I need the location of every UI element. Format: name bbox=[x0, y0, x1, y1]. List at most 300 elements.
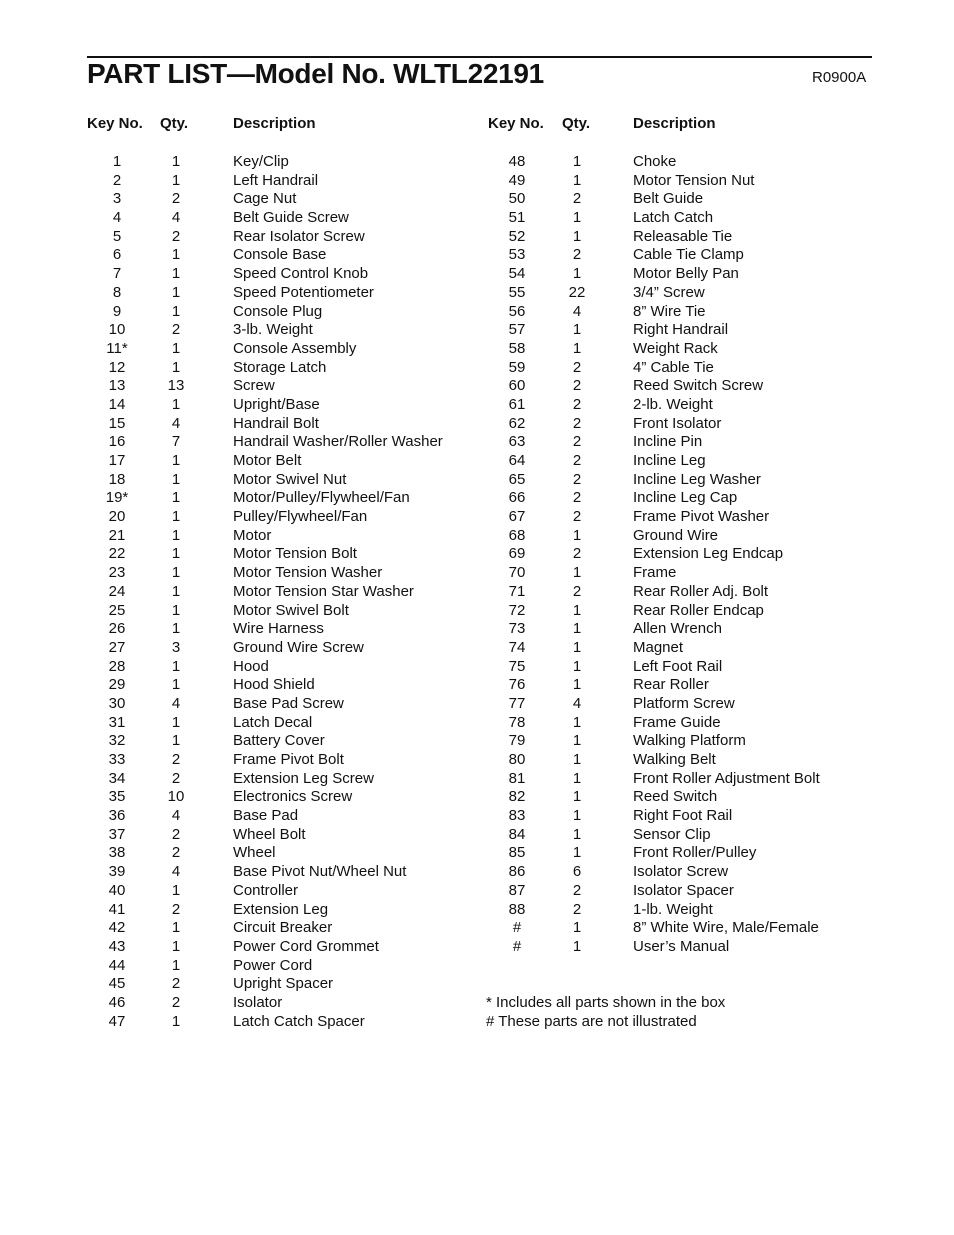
part-row bbox=[87, 844, 477, 863]
part-row bbox=[87, 639, 477, 658]
part-row bbox=[487, 882, 877, 901]
part-qty: 2 bbox=[572, 452, 582, 469]
part-description: Left Handrail bbox=[233, 171, 319, 189]
part-qty: 2 bbox=[572, 470, 582, 488]
part-description: Sensor Clip bbox=[633, 825, 711, 843]
part-row bbox=[87, 788, 477, 807]
part-row bbox=[487, 826, 877, 845]
part-key-no: 19* bbox=[105, 489, 129, 507]
part-description: 3/4” Screw bbox=[633, 283, 705, 301]
part-qty: 1 bbox=[572, 713, 582, 731]
part-qty: 2 bbox=[572, 246, 582, 264]
part-description: Allen Wrench bbox=[633, 620, 722, 638]
part-row bbox=[87, 770, 477, 789]
part-qty: 1 bbox=[171, 395, 181, 413]
part-key-no: 27 bbox=[108, 638, 126, 656]
part-row bbox=[87, 545, 477, 564]
part-key-no: 45 bbox=[108, 975, 126, 993]
part-row bbox=[487, 190, 877, 209]
part-row bbox=[487, 452, 877, 471]
part-qty: 3 bbox=[171, 638, 181, 656]
part-row bbox=[487, 751, 877, 770]
part-description: Motor Tension Nut bbox=[633, 171, 755, 189]
part-row bbox=[487, 676, 877, 695]
part-description: Screw bbox=[233, 377, 275, 395]
part-description: Frame Guide bbox=[633, 713, 721, 731]
key-no-header: Key No. bbox=[488, 115, 544, 132]
part-description: Controller bbox=[233, 881, 299, 899]
part-description: Reed Switch bbox=[633, 788, 718, 806]
part-qty: 1 bbox=[572, 937, 582, 955]
part-description: Left Foot Rail bbox=[633, 657, 723, 675]
part-qty: 13 bbox=[167, 377, 185, 395]
part-description: Extension Leg Endcap bbox=[633, 545, 784, 563]
part-qty: 2 bbox=[572, 881, 582, 899]
part-row bbox=[487, 228, 877, 247]
part-description: Front Roller/Pulley bbox=[633, 844, 757, 862]
part-description: Rear Roller Endcap bbox=[633, 601, 764, 619]
part-description: Electronics Screw bbox=[233, 788, 353, 806]
part-qty: 1 bbox=[171, 732, 181, 750]
part-description: Ground Wire Screw bbox=[233, 638, 364, 656]
part-row bbox=[487, 807, 877, 826]
part-key-no: 13 bbox=[108, 377, 126, 395]
part-row bbox=[487, 359, 877, 378]
part-key-no: 73 bbox=[508, 620, 526, 638]
part-qty: 2 bbox=[572, 358, 582, 376]
part-qty: 1 bbox=[171, 937, 181, 955]
part-row bbox=[487, 321, 877, 340]
part-qty: 4 bbox=[171, 863, 181, 881]
part-qty: 1 bbox=[171, 956, 181, 974]
part-row bbox=[87, 190, 477, 209]
part-key-no: 74 bbox=[508, 638, 526, 656]
part-description: Motor Tension Bolt bbox=[233, 545, 357, 563]
part-row bbox=[87, 994, 477, 1013]
part-description: Frame Pivot Bolt bbox=[233, 751, 344, 768]
part-row bbox=[87, 602, 477, 621]
parts-list-left bbox=[87, 153, 477, 1031]
part-qty: 2 bbox=[572, 414, 582, 432]
part-key-no: 54 bbox=[508, 265, 526, 283]
part-description: Walking Belt bbox=[633, 751, 716, 768]
part-row bbox=[487, 527, 877, 546]
part-qty: 1 bbox=[572, 788, 582, 806]
part-qty: 1 bbox=[171, 246, 181, 264]
column-header-row bbox=[87, 115, 477, 135]
part-key-no: 21 bbox=[108, 526, 126, 544]
part-row bbox=[87, 471, 477, 490]
part-key-no: 7 bbox=[112, 265, 122, 283]
part-qty: 2 bbox=[572, 489, 582, 507]
part-key-no: 86 bbox=[508, 863, 526, 881]
part-qty: 1 bbox=[171, 153, 181, 170]
part-description: Incline Leg Cap bbox=[633, 489, 738, 507]
part-row bbox=[87, 658, 477, 677]
part-key-no: # bbox=[512, 937, 522, 955]
part-qty: 1 bbox=[171, 582, 181, 600]
part-description: Console Assembly bbox=[233, 339, 357, 357]
part-row bbox=[487, 489, 877, 508]
part-description: Storage Latch bbox=[233, 358, 327, 376]
part-key-no: 22 bbox=[108, 545, 126, 563]
part-qty: 1 bbox=[572, 732, 582, 750]
part-qty: 1 bbox=[171, 283, 181, 301]
part-row bbox=[487, 564, 877, 583]
part-row bbox=[87, 620, 477, 639]
part-qty: 4 bbox=[171, 414, 181, 432]
part-row bbox=[487, 265, 877, 284]
part-key-no: 49 bbox=[508, 171, 526, 189]
part-row bbox=[487, 396, 877, 415]
part-qty: 1 bbox=[572, 153, 582, 170]
part-description: Isolator Screw bbox=[633, 863, 729, 881]
part-key-no: 38 bbox=[108, 844, 126, 862]
part-description: Motor Tension Washer bbox=[233, 564, 383, 582]
part-key-no: 32 bbox=[108, 732, 126, 750]
part-qty: 1 bbox=[572, 339, 582, 357]
part-qty: 7 bbox=[171, 433, 181, 451]
part-key-no: 84 bbox=[508, 825, 526, 843]
part-description: Cage Nut bbox=[233, 190, 297, 208]
part-row bbox=[87, 284, 477, 303]
part-description: Handrail Bolt bbox=[233, 414, 319, 432]
footnote-hash: # These parts are not illustrated bbox=[486, 1012, 697, 1030]
part-key-no: 77 bbox=[508, 694, 526, 712]
part-key-no: 25 bbox=[108, 601, 126, 619]
part-key-no: 15 bbox=[108, 414, 126, 432]
part-qty: 2 bbox=[572, 582, 582, 600]
part-row bbox=[87, 209, 477, 228]
part-description: Wheel Bolt bbox=[233, 825, 306, 843]
part-description: 3-lb. Weight bbox=[233, 321, 313, 339]
part-description: Latch Catch Spacer bbox=[233, 1012, 365, 1030]
part-description: Hood bbox=[233, 657, 269, 675]
part-description: Motor Swivel Bolt bbox=[233, 601, 349, 619]
part-description: Isolator bbox=[233, 993, 283, 1011]
part-key-no: 68 bbox=[508, 526, 526, 544]
part-qty: 1 bbox=[171, 676, 181, 694]
part-description: Base Pad Screw bbox=[233, 694, 344, 712]
part-row bbox=[87, 938, 477, 957]
part-key-no: 78 bbox=[508, 713, 526, 731]
part-row bbox=[87, 751, 477, 770]
part-qty: 1 bbox=[171, 526, 181, 544]
part-key-no: 40 bbox=[108, 881, 126, 899]
part-description: Console Plug bbox=[233, 302, 323, 320]
part-key-no: 79 bbox=[508, 732, 526, 750]
part-row bbox=[87, 489, 477, 508]
part-description: Wire Harness bbox=[233, 620, 324, 638]
part-key-no: 12 bbox=[108, 358, 126, 376]
part-key-no: 76 bbox=[508, 676, 526, 694]
part-key-no: 85 bbox=[508, 844, 526, 862]
part-description: 8” Wire Tie bbox=[633, 302, 706, 320]
part-row bbox=[487, 863, 877, 882]
part-qty: 2 bbox=[171, 227, 181, 245]
part-description: User’s Manual bbox=[633, 937, 730, 955]
part-qty: 1 bbox=[171, 358, 181, 376]
part-description: Rear Roller Adj. Bolt bbox=[633, 582, 769, 600]
part-key-no: 3 bbox=[112, 190, 122, 208]
part-qty: 1 bbox=[171, 339, 181, 357]
part-description: 2-lb. Weight bbox=[633, 395, 713, 413]
part-description: Rear Isolator Screw bbox=[233, 227, 365, 245]
part-row bbox=[487, 844, 877, 863]
part-key-no: 71 bbox=[508, 582, 526, 600]
part-description: Base Pad bbox=[233, 807, 299, 825]
part-key-no: 18 bbox=[108, 470, 126, 488]
part-row bbox=[487, 770, 877, 789]
part-row bbox=[487, 433, 877, 452]
part-row bbox=[487, 714, 877, 733]
part-row bbox=[487, 415, 877, 434]
part-key-no: 20 bbox=[108, 508, 126, 526]
part-qty: 2 bbox=[171, 751, 181, 768]
part-row bbox=[87, 975, 477, 994]
part-key-no: 39 bbox=[108, 863, 126, 881]
part-key-no: 31 bbox=[108, 713, 126, 731]
part-qty: 2 bbox=[572, 545, 582, 563]
part-qty: 10 bbox=[167, 788, 185, 806]
part-qty: 1 bbox=[171, 601, 181, 619]
part-qty: 1 bbox=[572, 807, 582, 825]
part-qty: 2 bbox=[171, 321, 181, 339]
part-description: Pulley/Flywheel/Fan bbox=[233, 508, 368, 526]
part-qty: 2 bbox=[171, 975, 181, 993]
part-description: Right Foot Rail bbox=[633, 807, 733, 825]
part-row bbox=[487, 695, 877, 714]
part-description: Rear Roller bbox=[633, 676, 709, 694]
part-key-no: 29 bbox=[108, 676, 126, 694]
part-key-no: 55 bbox=[508, 283, 526, 301]
part-qty: 2 bbox=[171, 825, 181, 843]
part-row bbox=[487, 377, 877, 396]
part-key-no: 33 bbox=[108, 751, 126, 768]
part-key-no: 41 bbox=[108, 900, 126, 918]
part-row bbox=[87, 564, 477, 583]
part-qty: 2 bbox=[572, 377, 582, 395]
part-key-no: 34 bbox=[108, 769, 126, 787]
part-qty: 1 bbox=[572, 265, 582, 283]
part-row bbox=[487, 788, 877, 807]
part-key-no: 26 bbox=[108, 620, 126, 638]
part-row bbox=[87, 172, 477, 191]
part-qty: 1 bbox=[171, 545, 181, 563]
part-description: Power Cord bbox=[233, 956, 313, 974]
part-row bbox=[87, 732, 477, 751]
part-row bbox=[87, 321, 477, 340]
part-row bbox=[87, 396, 477, 415]
part-key-no: 63 bbox=[508, 433, 526, 451]
part-description: Reed Switch Screw bbox=[633, 377, 764, 395]
part-qty: 2 bbox=[572, 395, 582, 413]
part-qty: 1 bbox=[171, 489, 181, 507]
part-key-no: 69 bbox=[508, 545, 526, 563]
part-row bbox=[87, 246, 477, 265]
part-description: Incline Leg bbox=[633, 452, 706, 469]
part-row bbox=[487, 919, 877, 938]
part-row bbox=[87, 919, 477, 938]
part-row bbox=[487, 471, 877, 490]
part-description: Incline Pin bbox=[633, 433, 703, 451]
part-qty: 1 bbox=[572, 751, 582, 768]
part-key-no: 88 bbox=[508, 900, 526, 918]
part-description: Power Cord Grommet bbox=[233, 937, 379, 955]
part-description: Motor/Pulley/Flywheel/Fan bbox=[233, 489, 410, 507]
part-description: Console Base bbox=[233, 246, 327, 264]
part-row bbox=[487, 209, 877, 228]
parts-column-right bbox=[487, 115, 877, 957]
part-key-no: 66 bbox=[508, 489, 526, 507]
part-description: Front Isolator bbox=[633, 414, 722, 432]
part-row bbox=[87, 433, 477, 452]
part-row bbox=[487, 583, 877, 602]
part-row bbox=[87, 863, 477, 882]
description-header: Description bbox=[233, 115, 316, 132]
part-description: Walking Platform bbox=[633, 732, 746, 750]
part-key-no: 11* bbox=[106, 339, 128, 357]
part-description: Incline Leg Washer bbox=[633, 470, 761, 488]
part-qty: 4 bbox=[572, 302, 582, 320]
part-row bbox=[487, 658, 877, 677]
part-description: Frame bbox=[633, 564, 677, 582]
parts-list-right bbox=[487, 153, 877, 957]
part-qty: 1 bbox=[572, 171, 582, 189]
part-key-no: 53 bbox=[508, 246, 526, 264]
part-qty: 1 bbox=[171, 171, 181, 189]
part-description: Upright Spacer bbox=[233, 975, 334, 993]
part-row bbox=[487, 508, 877, 527]
part-key-no: 62 bbox=[508, 414, 526, 432]
document-code: R0900A bbox=[812, 69, 867, 86]
part-row bbox=[87, 377, 477, 396]
part-description: Motor Belt bbox=[233, 452, 302, 469]
part-qty: 1 bbox=[572, 769, 582, 787]
part-qty: 1 bbox=[572, 657, 582, 675]
part-row bbox=[87, 583, 477, 602]
part-row bbox=[487, 153, 877, 172]
part-qty: 1 bbox=[171, 564, 181, 582]
part-qty: 1 bbox=[171, 881, 181, 899]
part-qty: 22 bbox=[568, 283, 586, 301]
part-key-no: 8 bbox=[112, 283, 122, 301]
part-row bbox=[87, 695, 477, 714]
part-qty: 1 bbox=[572, 844, 582, 862]
part-key-no: 50 bbox=[508, 190, 526, 208]
part-description: Extension Leg Screw bbox=[233, 769, 374, 787]
part-row bbox=[487, 284, 877, 303]
part-key-no: 65 bbox=[508, 470, 526, 488]
part-key-no: 28 bbox=[108, 657, 126, 675]
part-qty: 2 bbox=[572, 433, 582, 451]
part-description: Key/Clip bbox=[233, 153, 289, 170]
part-description: 4” Cable Tie bbox=[633, 358, 714, 376]
part-qty: 1 bbox=[572, 825, 582, 843]
part-key-no: 81 bbox=[508, 769, 526, 787]
part-key-no: 75 bbox=[508, 657, 526, 675]
page-title: PART LIST—Model No. WLTL22191 bbox=[87, 58, 544, 89]
part-description: Frame Pivot Washer bbox=[633, 508, 770, 526]
part-row bbox=[487, 545, 877, 564]
part-row bbox=[487, 620, 877, 639]
part-qty: 1 bbox=[572, 227, 582, 245]
part-key-no: 36 bbox=[108, 807, 126, 825]
part-key-no: 82 bbox=[508, 788, 526, 806]
part-key-no: 48 bbox=[508, 153, 526, 170]
part-key-no: 6 bbox=[112, 246, 122, 264]
part-qty: 4 bbox=[171, 694, 181, 712]
part-description: Speed Control Knob bbox=[233, 265, 369, 283]
part-qty: 2 bbox=[171, 844, 181, 862]
part-key-no: 2 bbox=[112, 171, 122, 189]
part-key-no: 67 bbox=[508, 508, 526, 526]
part-description: Motor Belly Pan bbox=[633, 265, 739, 283]
part-qty: 4 bbox=[171, 807, 181, 825]
part-description: Cable Tie Clamp bbox=[633, 246, 744, 264]
part-qty: 2 bbox=[572, 508, 582, 526]
part-qty: 2 bbox=[171, 993, 181, 1011]
part-row bbox=[487, 639, 877, 658]
part-qty: 2 bbox=[171, 190, 181, 208]
part-row bbox=[87, 676, 477, 695]
part-key-no: 47 bbox=[108, 1012, 126, 1030]
part-description: Wheel bbox=[233, 844, 276, 862]
part-row bbox=[487, 303, 877, 322]
part-key-no: 61 bbox=[508, 395, 526, 413]
part-description: Motor bbox=[233, 526, 272, 544]
part-qty: 1 bbox=[572, 209, 582, 227]
footnotes bbox=[486, 994, 725, 1031]
part-row bbox=[87, 228, 477, 247]
part-key-no: 64 bbox=[508, 452, 526, 469]
part-key-no: 43 bbox=[108, 937, 126, 955]
part-qty: 1 bbox=[171, 508, 181, 526]
part-key-no: 83 bbox=[508, 807, 526, 825]
part-description: Ground Wire bbox=[633, 526, 719, 544]
part-qty: 1 bbox=[171, 919, 181, 937]
part-description: Extension Leg bbox=[233, 900, 329, 918]
part-description: Belt Guide Screw bbox=[233, 209, 349, 227]
part-key-no: 30 bbox=[108, 694, 126, 712]
part-description: Magnet bbox=[633, 638, 684, 656]
part-row bbox=[487, 732, 877, 751]
part-key-no: 59 bbox=[508, 358, 526, 376]
qty-header: Qty. bbox=[562, 115, 591, 132]
part-qty: 1 bbox=[171, 470, 181, 488]
part-description: Battery Cover bbox=[233, 732, 325, 750]
part-description: Belt Guide bbox=[633, 190, 704, 208]
part-key-no: 87 bbox=[508, 881, 526, 899]
part-description: Latch Decal bbox=[233, 713, 313, 731]
part-qty: 2 bbox=[572, 900, 582, 918]
part-key-no: 5 bbox=[112, 227, 122, 245]
part-row bbox=[87, 359, 477, 378]
part-row bbox=[87, 303, 477, 322]
part-description: 8” White Wire, Male/Female bbox=[633, 919, 819, 937]
part-key-no: 46 bbox=[108, 993, 126, 1011]
part-key-no: 72 bbox=[508, 601, 526, 619]
part-qty: 1 bbox=[171, 657, 181, 675]
part-qty: 6 bbox=[572, 863, 582, 881]
part-key-no: 57 bbox=[508, 321, 526, 339]
part-qty: 4 bbox=[171, 209, 181, 227]
part-qty: 1 bbox=[572, 526, 582, 544]
column-header-row bbox=[487, 115, 877, 135]
part-row bbox=[487, 246, 877, 265]
part-description: Motor Tension Star Washer bbox=[233, 582, 414, 600]
part-key-no: 44 bbox=[108, 956, 126, 974]
